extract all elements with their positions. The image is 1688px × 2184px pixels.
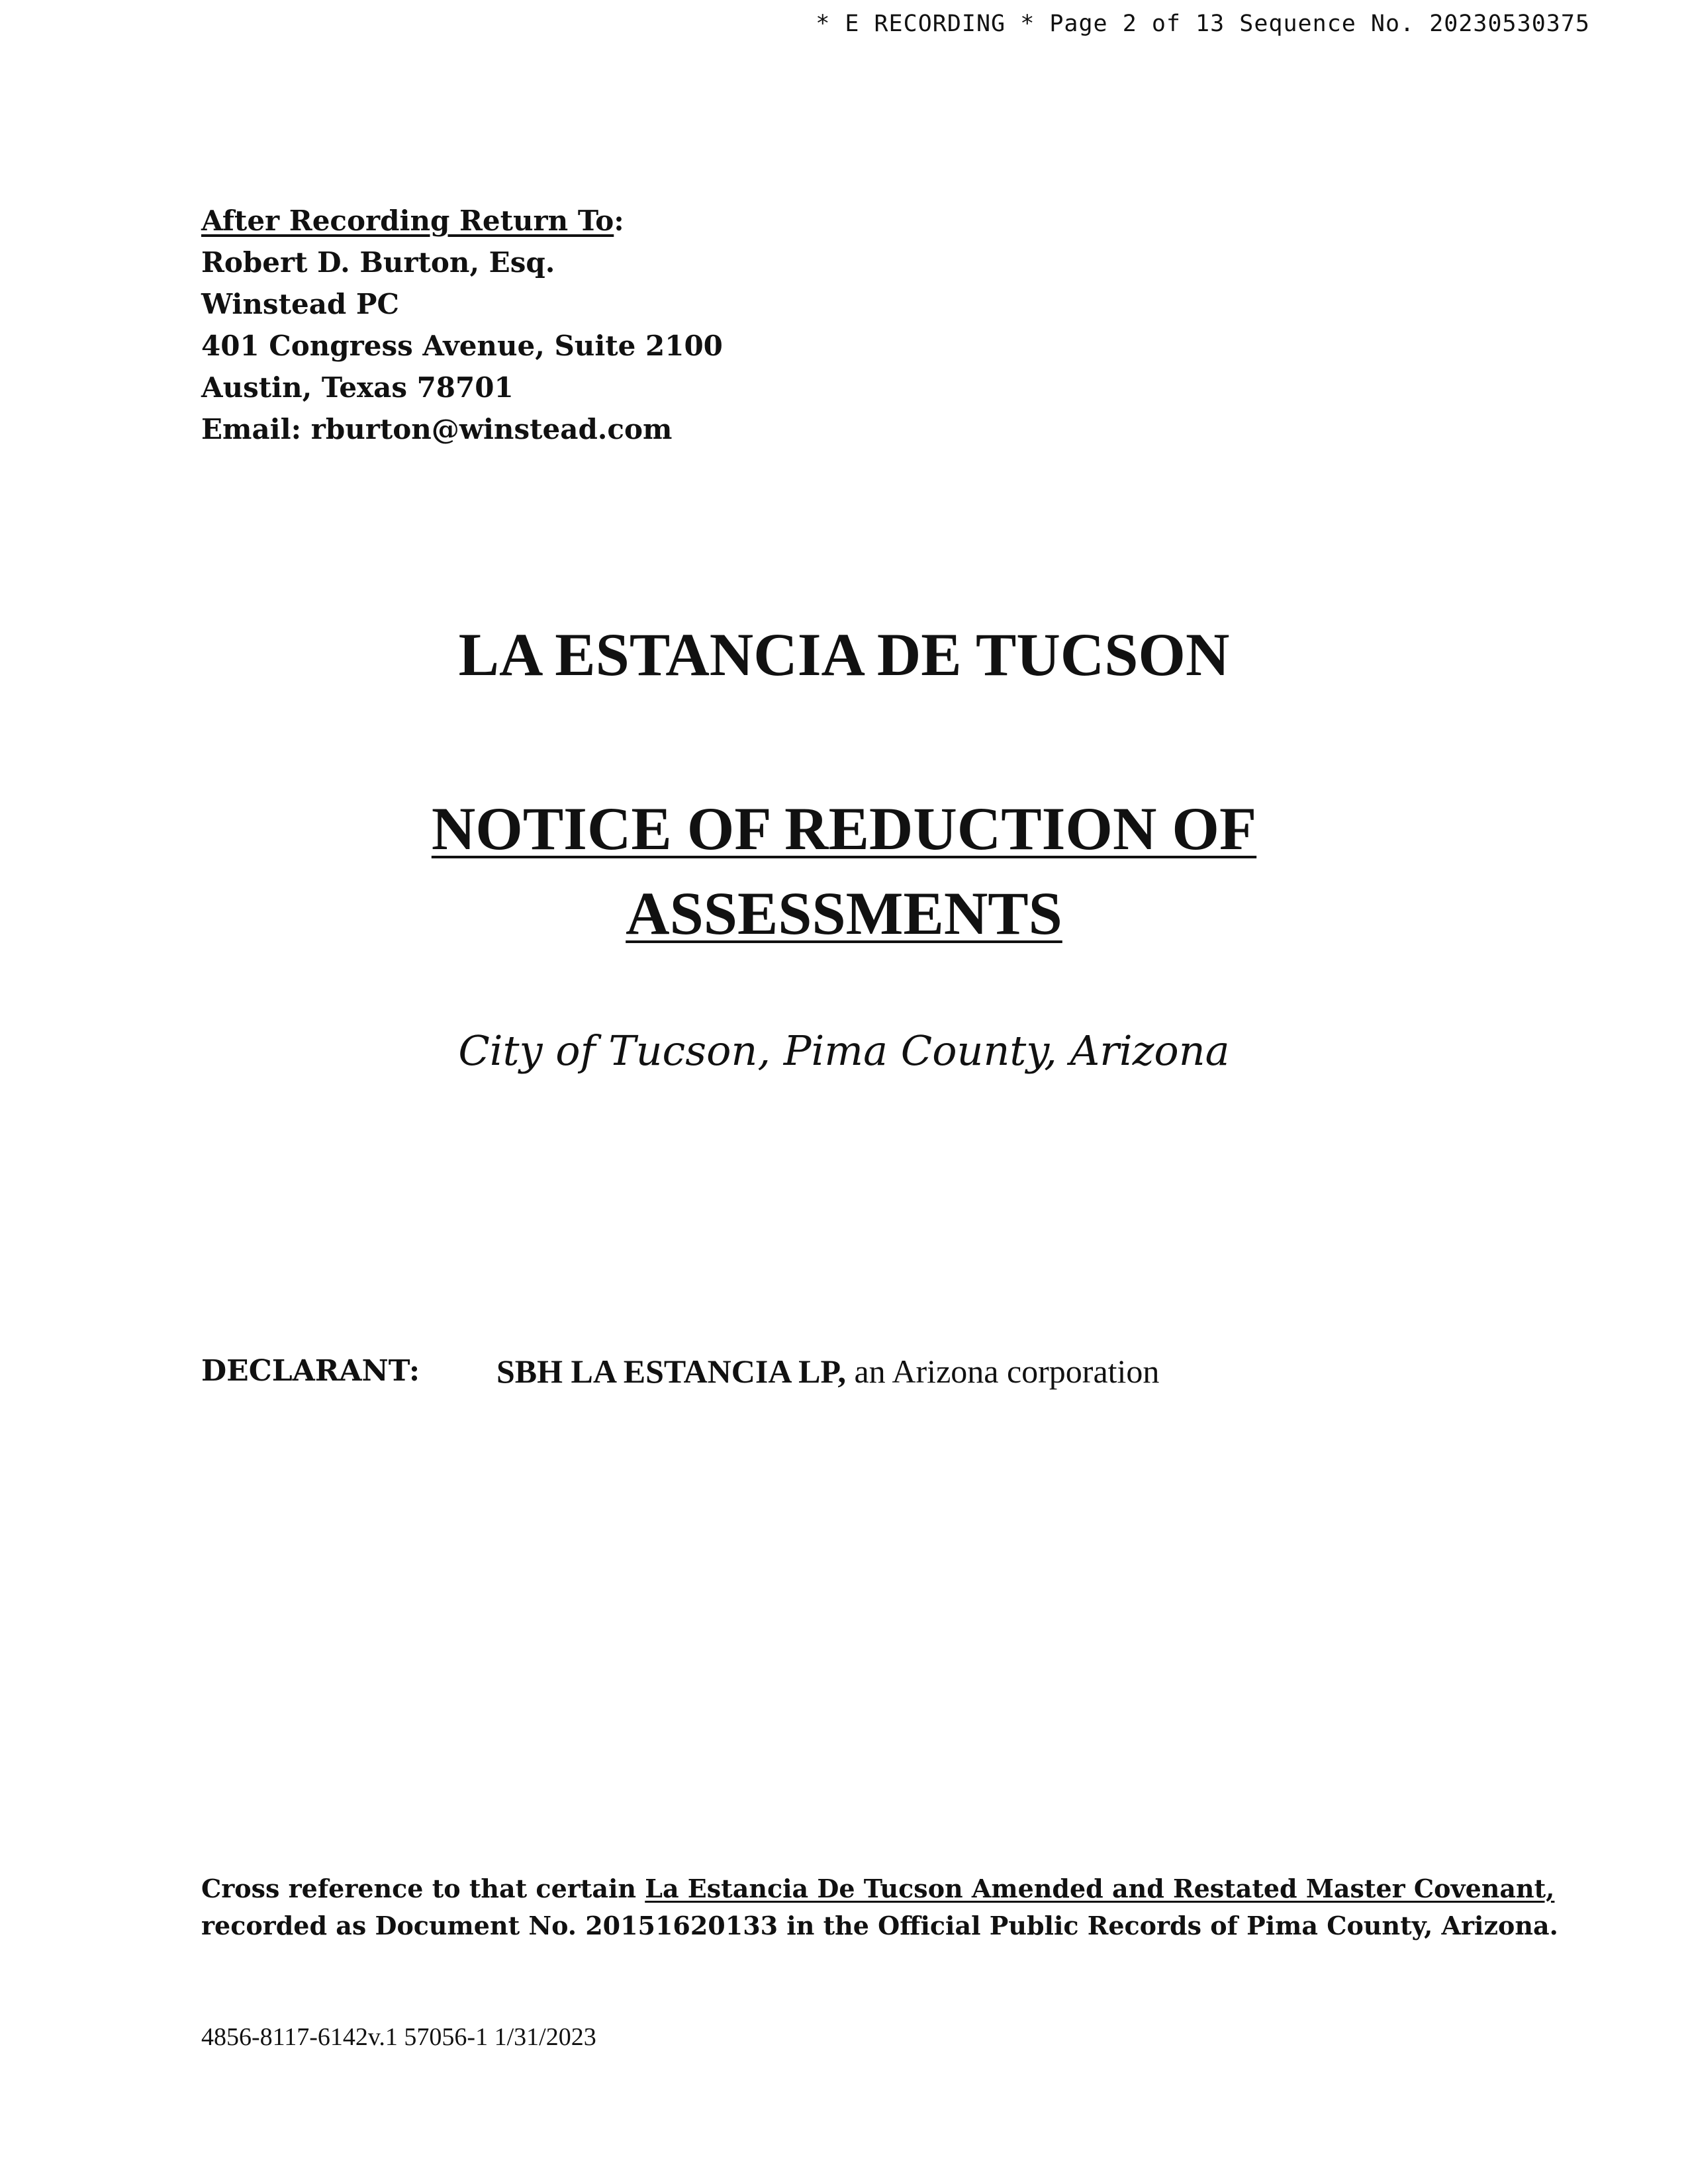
notice-title [0, 786, 1688, 956]
return-line-street: 401 Congress Avenue, Suite 2100 [201, 330, 723, 362]
return-line-name: Robert D. Burton, Esq. [201, 246, 555, 279]
location-subtitle: City of Tucson, Pima County, Arizona [458, 1026, 1230, 1075]
document-code: 4856-8117-6142v.1 57056-1 1/31/2023 [201, 2023, 596, 2051]
return-heading-text: After Recording Return To [201, 205, 614, 237]
declarant-label: DECLARANT: [201, 1354, 420, 1388]
declarant-value [496, 1350, 1159, 1392]
document-title: LA ESTANCIA DE TUCSON [458, 621, 1230, 688]
notice-title-line2: ASSESSMENTS [626, 880, 1062, 947]
cross-reference-prefix: Cross reference to that certain [201, 1874, 645, 1903]
recording-header: * E RECORDING * Page 2 of 13 Sequence No. 20230530375 [816, 11, 1590, 37]
cross-reference [201, 1870, 1558, 1944]
cross-reference-document-title: La Estancia De Tucson Amended and Restated Master Covenant, [645, 1874, 1555, 1903]
declarant-name: SBH LA ESTANCIA LP, [496, 1353, 846, 1390]
return-heading-colon: : [614, 205, 624, 237]
return-heading [201, 200, 723, 242]
return-address-block [201, 200, 723, 450]
return-line-email: Email: rburton@winstead.com [201, 413, 673, 445]
declarant-description: an Arizona corporation [845, 1353, 1160, 1390]
return-line-firm: Winstead PC [201, 288, 399, 320]
return-line-city: Austin, Texas 78701 [201, 371, 514, 404]
cross-reference-line1 [201, 1870, 1555, 1907]
notice-title-line1: NOTICE OF REDUCTION OF [431, 795, 1257, 862]
cross-reference-line2: recorded as Document No. 20151620133 in the Official Public Records of Pima County, Arizona. [201, 1911, 1558, 1940]
